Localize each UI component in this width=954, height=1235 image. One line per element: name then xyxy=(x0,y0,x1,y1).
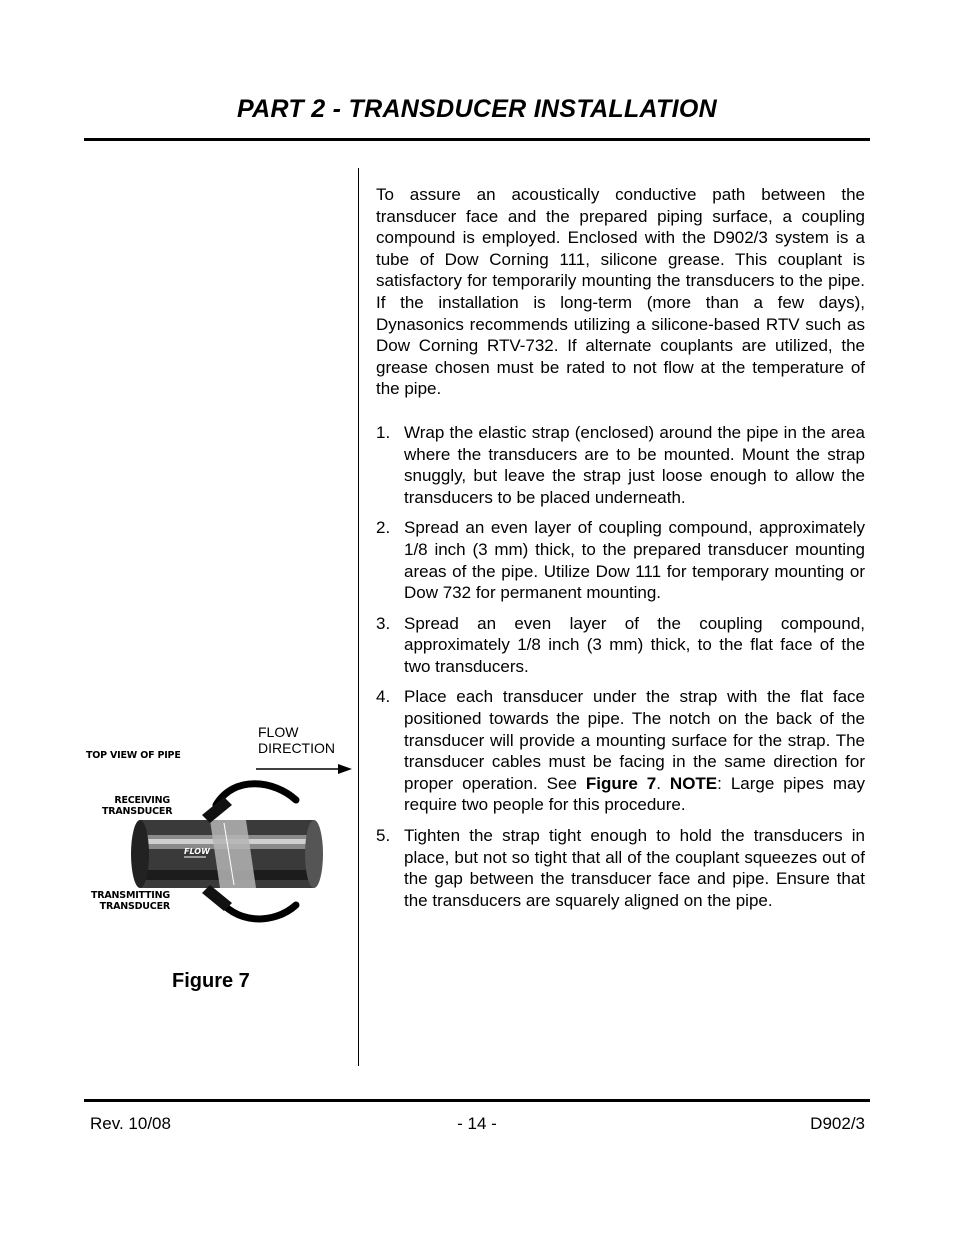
footer-revision: Rev. 10/08 xyxy=(90,1114,171,1133)
footer-page-number: - 14 - xyxy=(457,1114,497,1133)
figure-reference: Figure 7 xyxy=(585,773,657,793)
top-view-label: TOP VIEW OF PIPE xyxy=(86,750,181,761)
list-item: 1. Wrap the elastic strap (enclosed) around the pipe in the area where the transducers are to be mounted. Mount the strap snuggly, but leave the strap just loose enough to allow the transducers to be placed underneath. xyxy=(376,422,865,507)
column-divider xyxy=(358,168,359,1066)
installation-steps xyxy=(376,422,865,911)
pipe-illustration xyxy=(124,775,324,935)
list-item: 2. Spread an even layer of coupling compound, approximately 1/8 inch (3 mm) thick, to the prepared transducer mounting areas of the pipe. Utilize Dow 111 for temporary mounting or Dow 732 for permanent mounting. xyxy=(376,518,865,603)
flow-arrow xyxy=(254,762,354,776)
figure-caption: Figure 7 xyxy=(172,970,250,992)
intro-paragraph: To assure an acoustically conductive path between the transducer face and the prepared piping surface, a coupling compound is employed. Enclosed with the D902/3 system is a tube of Dow Corning 111, silicone grease. This couplant is satisfactory for temporarily mounting the transducers to the pipe. If the installation is long-term (more than a few days), Dynasonics recommends utilizing a silicone-based RTV such as Dow Corning RTV-732. If alternate couplants are utilized, the grease chosen must be rated to not flow at the temperature of the pipe. xyxy=(376,185,865,399)
figure-7-diagram xyxy=(84,720,356,940)
flow-direction-label: FLOW DIRECTION xyxy=(258,724,335,756)
pipe-flow-text: FLOW xyxy=(184,847,210,856)
transmitting-transducer-label: TRANSMITTING TRANSDUCER xyxy=(91,890,170,912)
footer-model: D902/3 xyxy=(810,1114,865,1133)
list-item: 5. Tighten the strap tight enough to hold the transducers in place, but not so tight that all of the couplant squeezes out of the gap between the transducer face and pipe. Ensure that the transducers are squarely aligned on the pipe. xyxy=(376,826,865,910)
note-label: NOTE xyxy=(669,773,718,793)
list-item: 3. Spread an even layer of the coupling compound, approximately 1/8 inch (3 mm) thick, to the flat face of the two transducers. xyxy=(376,613,865,676)
body-text xyxy=(376,184,865,920)
footer-rule xyxy=(84,1099,870,1102)
list-item: 4. Place each transducer under the strap with the flat face positioned towards the pipe. The notch on the back of the transducer will provide a mounting surface for the strap. The transducer cables must be facing in the same direction for proper operation. See Figure 7. NOTE: Large pipes may require two people for this procedure. xyxy=(376,687,865,815)
receiving-transducer-label: RECEIVING TRANSDUCER xyxy=(102,795,173,817)
header-rule xyxy=(84,138,870,141)
page-title: PART 2 - TRANSDUCER INSTALLATION xyxy=(237,95,717,123)
